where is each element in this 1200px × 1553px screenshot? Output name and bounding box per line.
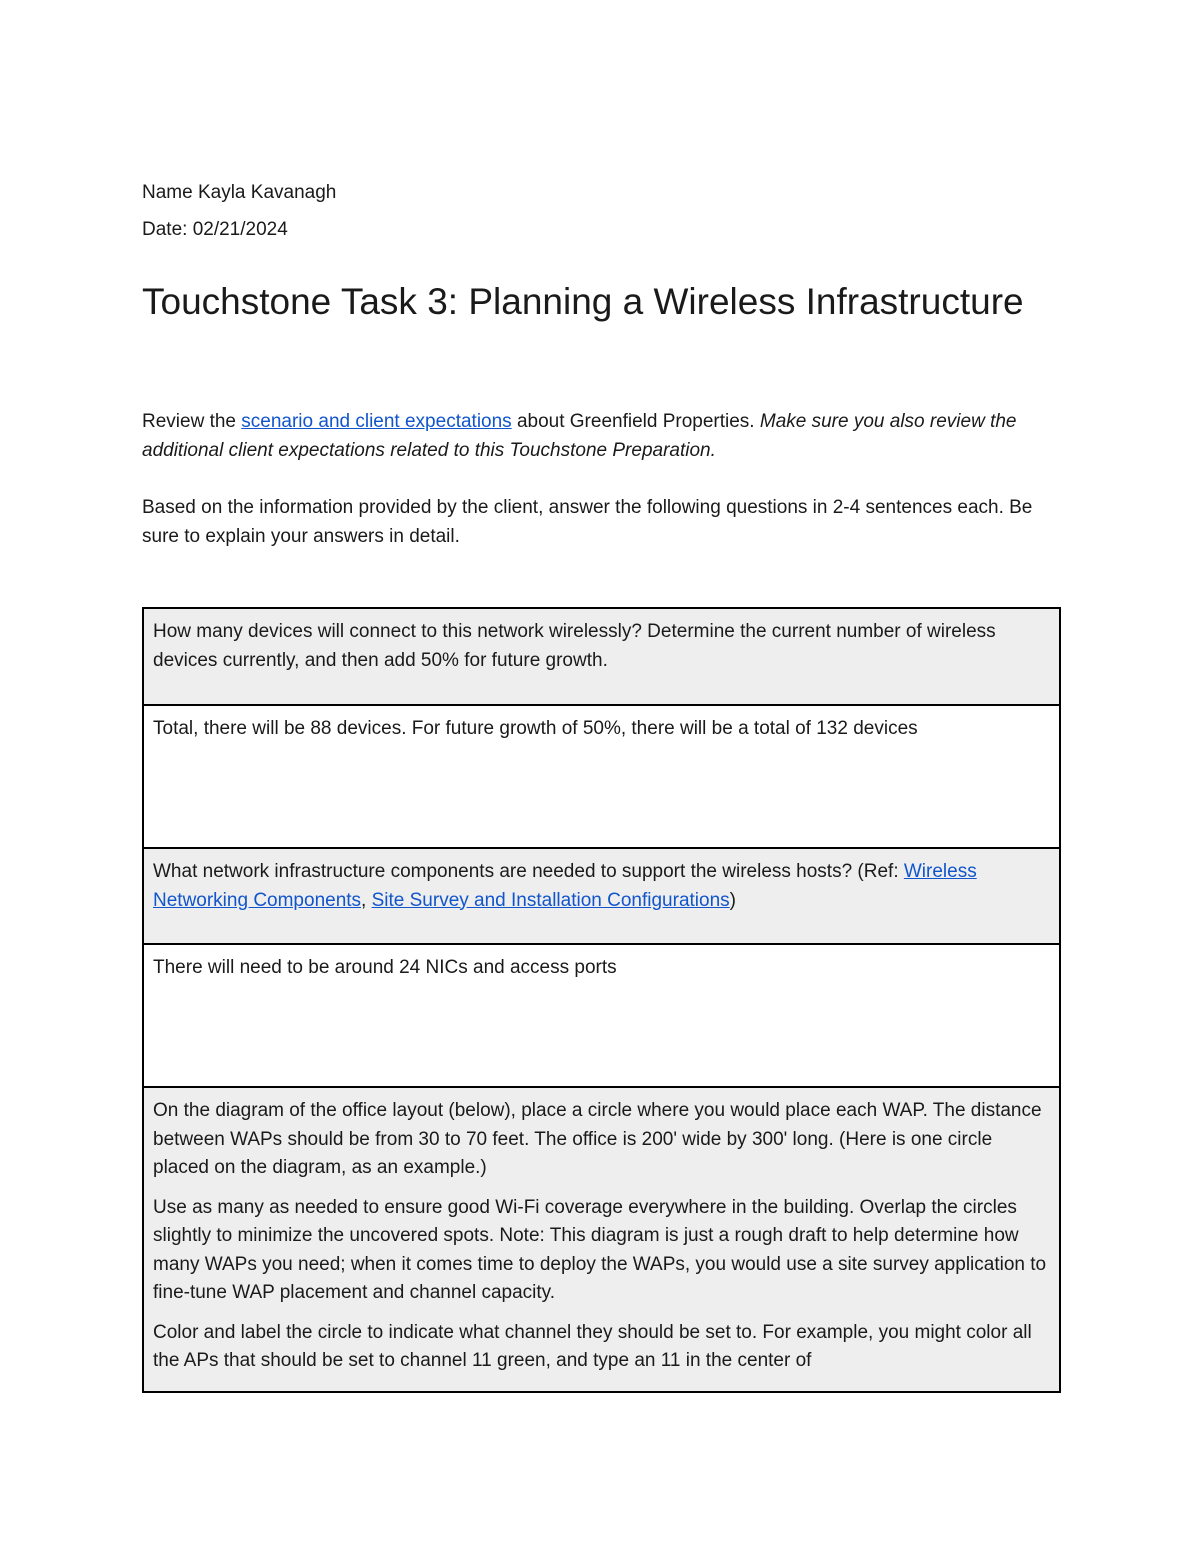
site-survey-link[interactable]: Site Survey and Installation Configurations — [371, 889, 730, 911]
page-title: Touchstone Task 3: Planning a Wireless Infrastructure — [142, 281, 1024, 322]
scenario-link[interactable]: scenario and client expectations — [241, 411, 512, 432]
review-paragraph — [142, 408, 1062, 465]
wap-instructions-2: Use as many as needed to ensure good Wi-Fi coverage everywhere in the building. Overlap the circles slightly to minimize the uncovered spots. Note: This diagram is just a rough draft to help determine how many WAPs you need; when it comes time to deploy the WAPs, you would use a site survey application to fine-tune WAP placement and channel capacity. — [153, 1196, 1047, 1303]
table-row — [143, 608, 1060, 705]
table-row — [143, 944, 1060, 1087]
student-name: Name Kayla Kavanagh — [142, 182, 337, 203]
question-cell-devices: How many devices will connect to this network wirelessly? Determine the current number of wireless devices currently, and then add 50% for future growth. — [143, 608, 1060, 705]
question-cell-components — [143, 848, 1060, 944]
question-cell-wap-placement — [143, 1087, 1060, 1392]
review-italic-note: Make sure you also review the additional client expectations related to this Touchstone Preparation. — [142, 411, 1017, 461]
q2-suffix: ) — [729, 889, 736, 911]
answer-cell-components[interactable]: There will need to be around 24 NICs and access ports — [143, 944, 1060, 1087]
instructions-paragraph: Based on the information provided by the client, answer the following questions in 2-4 sentences each. Be sure to explain your answers in detail. — [142, 497, 1033, 547]
answer-cell-devices[interactable]: Total, there will be 88 devices. For future growth of 50%, there will be a total of 132 devices — [143, 705, 1060, 848]
review-mid: about Greenfield Properties. — [511, 411, 760, 432]
question-table — [142, 607, 1061, 1393]
table-row — [143, 705, 1060, 848]
review-prefix: Review the — [142, 411, 242, 432]
q2-prefix: What network infrastructure components are needed to support the wireless hosts? (Ref: — [153, 861, 904, 882]
q2-separator: , — [361, 889, 372, 911]
wap-instructions-3: Color and label the circle to indicate what channel they should be set to. For example, you might color all the APs that should be set to channel 11 green, and type an 11 in the center of — [153, 1321, 1032, 1371]
submission-date: Date: 02/21/2024 — [142, 219, 288, 240]
table-row — [143, 848, 1060, 944]
table-row — [143, 1087, 1060, 1392]
wap-instructions-1: On the diagram of the office layout (below), place a circle where you would place each WAP. The distance between WAPs should be from 30 to 70 feet. The office is 200' wide by 300' long. (Here is one circle placed on the diagram, as an example.) — [153, 1100, 1042, 1178]
wireless-components-link[interactable]: Wireless Networking Components — [153, 861, 977, 911]
